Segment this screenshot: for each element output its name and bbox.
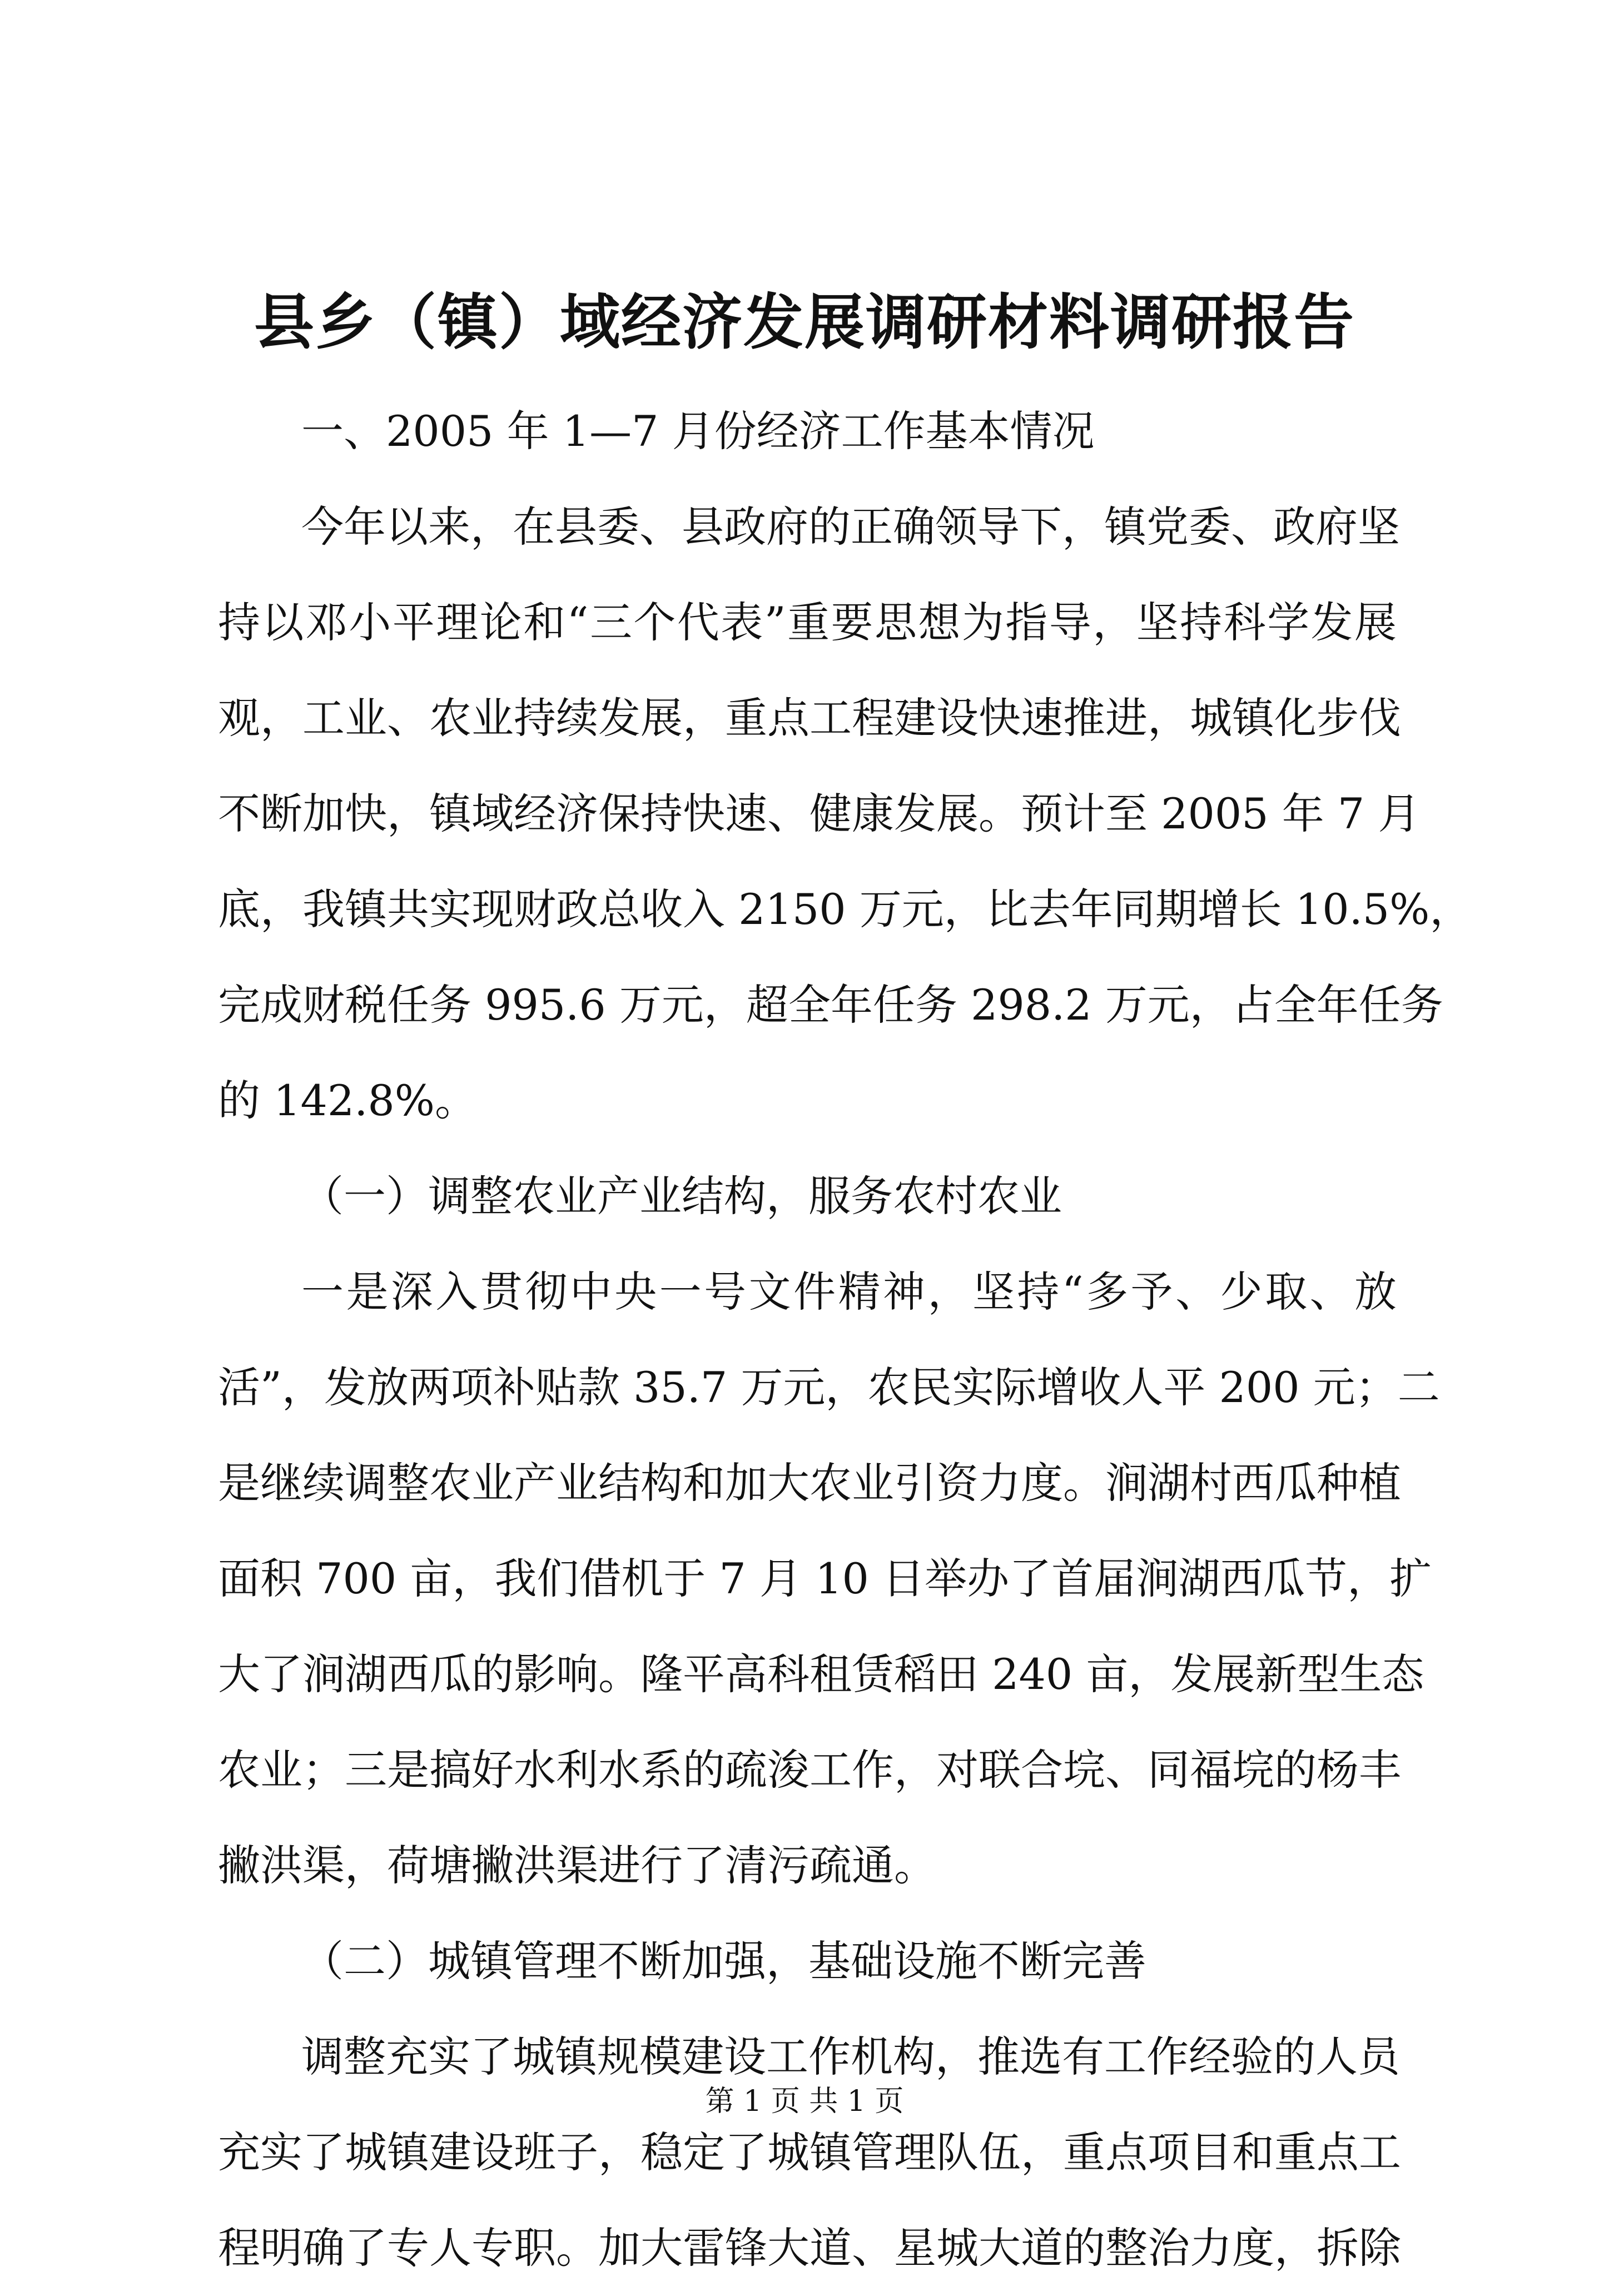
document-title: 县乡（镇）域经济发展调研材料调研报告 [254,287,1355,357]
paragraph-line: 大了涧湖西瓜的影响。隆平高科租赁稻田 240 亩，发展新型生态 [218,1649,1424,1699]
paragraph-line: 观，工业、农业持续发展，重点工程建设快速推进，城镇化步伐 [218,693,1401,743]
paragraph-line: 的 142.8%。 [218,1076,477,1125]
paragraph-line: 一是深入贯彻中央一号文件精神，坚持“多予、少取、放 [301,1267,1397,1316]
paragraph-line: 充实了城镇建设班子，稳定了城镇管理队伍，重点项目和重点工 [218,2128,1401,2177]
paragraph-line: 持以邓小平理论和“三个代表”重要思想为指导，坚持科学发展 [218,598,1397,647]
subsection-heading: （二）城镇管理不断加强，基础设施不断完善 [301,1936,1146,1986]
paragraph-line: 活”，发放两项补贴款 35.7 万元，农民实际增收人平 200 元；二 [218,1363,1440,1412]
paragraph-line: 面积 700 亩，我们借机于 7 月 10 日举办了首届涧湖西瓜节，扩 [218,1554,1432,1603]
section-heading: 一、2005 年 1—7 月份经济工作基本情况 [301,406,1095,456]
paragraph-line: 底，我镇共实现财政总收入 2150 万元，比去年同期增长 10.5%， [218,884,1472,934]
paragraph-line: 调整充实了城镇规模建设工作机构，推选有工作经验的人员 [301,2032,1400,2081]
document-body [218,384,1472,2296]
paragraph-line: 农业；三是搞好水利水系的疏浚工作，对联合垸、同福垸的杨丰 [218,1745,1401,1795]
paragraph-line: 完成财税任务 995.6 万元，超全年任务 298.2 万元，占全年任务 [218,980,1443,1030]
paragraph-line: 不断加快，镇域经济保持快速、健康发展。预计至 2005 年 7 月 [218,789,1421,838]
paragraph-line: 是继续调整农业产业结构和加大农业引资力度。涧湖村西瓜种植 [218,1458,1401,1508]
paragraph-line: 撇洪渠，荷塘撇洪渠进行了清污疏通。 [218,1841,936,1890]
page-footer: 第 1 页 共 1 页 [705,2085,904,2118]
subsection-heading: （一）调整农业产业结构，服务农村农业 [301,1171,1062,1221]
paragraph-line: 今年以来，在县委、县政府的正确领导下，镇党委、政府坚 [301,502,1400,551]
paragraph-line: 程明确了专人专职。加大雷锋大道、星城大道的整治力度，拆除 [218,2223,1401,2273]
